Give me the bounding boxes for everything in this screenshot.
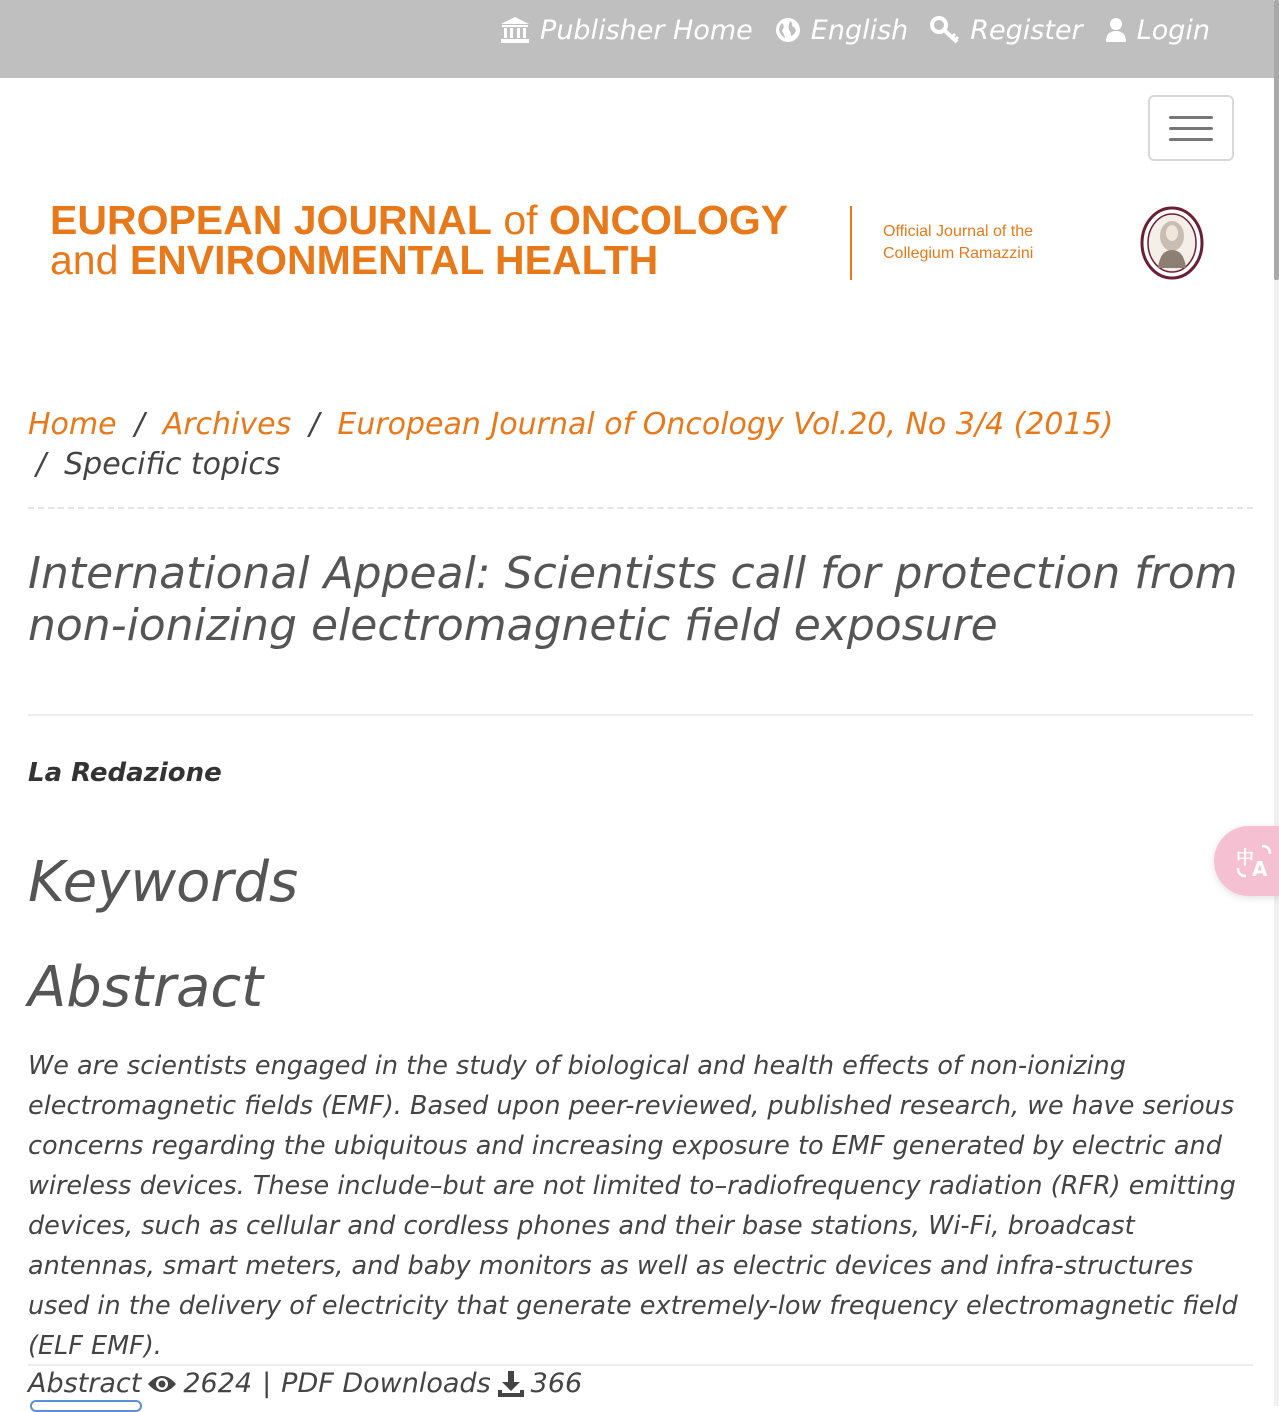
collegium-seal-icon — [1140, 206, 1204, 280]
svg-text:A: A — [1252, 857, 1268, 878]
hamburger-icon — [1169, 116, 1213, 119]
breadcrumb — [28, 405, 1258, 485]
scrollbar-thumb[interactable] — [1274, 0, 1279, 280]
article-stats — [28, 1368, 582, 1399]
logo-line-1 — [50, 197, 789, 243]
abstract-heading: Abstract — [28, 955, 264, 1020]
translate-button[interactable] — [1214, 826, 1279, 896]
logo-subtitle-line: Official Journal of the — [883, 223, 1034, 240]
top-bar — [0, 0, 1274, 78]
logo-text: ENVIRONMENTAL HEALTH — [129, 237, 659, 283]
logo-line-2 — [50, 237, 788, 283]
language-selector[interactable] — [775, 15, 909, 46]
logo-text: ONCOLOGY — [548, 197, 789, 243]
publisher-home-link[interactable] — [500, 15, 753, 46]
bank-icon — [500, 16, 530, 44]
publisher-home-label: Publisher Home — [540, 14, 753, 46]
register-link[interactable] — [930, 15, 1082, 46]
svg-text:中: 中 — [1236, 848, 1254, 869]
register-label: Register — [970, 14, 1083, 46]
page-title: International Appeal: Scientists call for protection from non-ionizing electromagnetic field exposure — [28, 548, 1238, 651]
logo-subtitle-line: Collegium Ramazzini — [883, 245, 1034, 262]
stats-button[interactable] — [30, 1400, 142, 1412]
breadcrumb-home[interactable]: Home — [28, 407, 117, 442]
download-icon — [497, 1370, 525, 1398]
abstract-views-label: Abstract — [28, 1368, 142, 1399]
pdf-downloads-count: 366 — [530, 1368, 583, 1399]
logo-text: and — [50, 237, 119, 283]
divider — [28, 507, 1253, 509]
breadcrumb-separator: / — [309, 407, 320, 442]
eye-icon — [147, 1373, 177, 1395]
abstract-views-count: 2624 — [183, 1368, 253, 1399]
divider — [28, 1364, 1253, 1366]
breadcrumb-separator: / — [36, 447, 47, 482]
key-icon — [930, 16, 960, 44]
divider — [28, 714, 1253, 716]
translate-icon — [1236, 844, 1274, 878]
abstract-text: We are scientists engaged in the study of biological and health effects of non-ionizing electromagnetic fields (EMF). Based upon peer-reviewed, published research, we have serious concerns regarding the ubiquitous and increasing exposure to EMF generated by electric and wireless devices. These include–but are not limited to–radiofrequency radiation (RFR) emitting devices, such as cellular and cordless phones and their base stations, Wi-Fi, broadcast antennas, smart meters, and baby monitors as well as electric devices and infra-structures used in the delivery of electricity that generate extremely-low frequency electromagnetic field (ELF EMF). — [28, 1051, 1238, 1361]
hamburger-icon-bar — [1169, 127, 1213, 130]
breadcrumb-current: Specific topics — [64, 447, 281, 482]
logo-text: of — [503, 197, 538, 243]
hamburger-icon-bar — [1169, 138, 1213, 141]
scrollbar[interactable] — [1274, 0, 1279, 1406]
breadcrumb-separator: / — [134, 407, 145, 442]
logo-subtitle — [883, 221, 1033, 265]
user-icon — [1105, 17, 1127, 43]
article-author: La Redazione — [28, 758, 222, 788]
language-label: English — [810, 14, 909, 46]
top-navigation — [478, 12, 1210, 48]
menu-toggle-button[interactable] — [1148, 95, 1234, 161]
login-label: Login — [1136, 14, 1210, 46]
stats-separator: | — [262, 1368, 272, 1399]
logo-divider — [850, 206, 852, 280]
keywords-heading: Keywords — [28, 850, 299, 915]
logo-text: EUROPEAN JOURNAL — [50, 197, 492, 243]
breadcrumb-archives[interactable]: Archives — [162, 407, 292, 442]
breadcrumb-issue[interactable]: European Journal of Oncology Vol.20, No 3/4 (2015) — [337, 407, 1114, 442]
globe-icon — [775, 17, 801, 43]
journal-logo[interactable] — [50, 197, 789, 283]
pdf-downloads-label: PDF Downloads — [281, 1368, 491, 1399]
login-link[interactable] — [1105, 15, 1210, 46]
